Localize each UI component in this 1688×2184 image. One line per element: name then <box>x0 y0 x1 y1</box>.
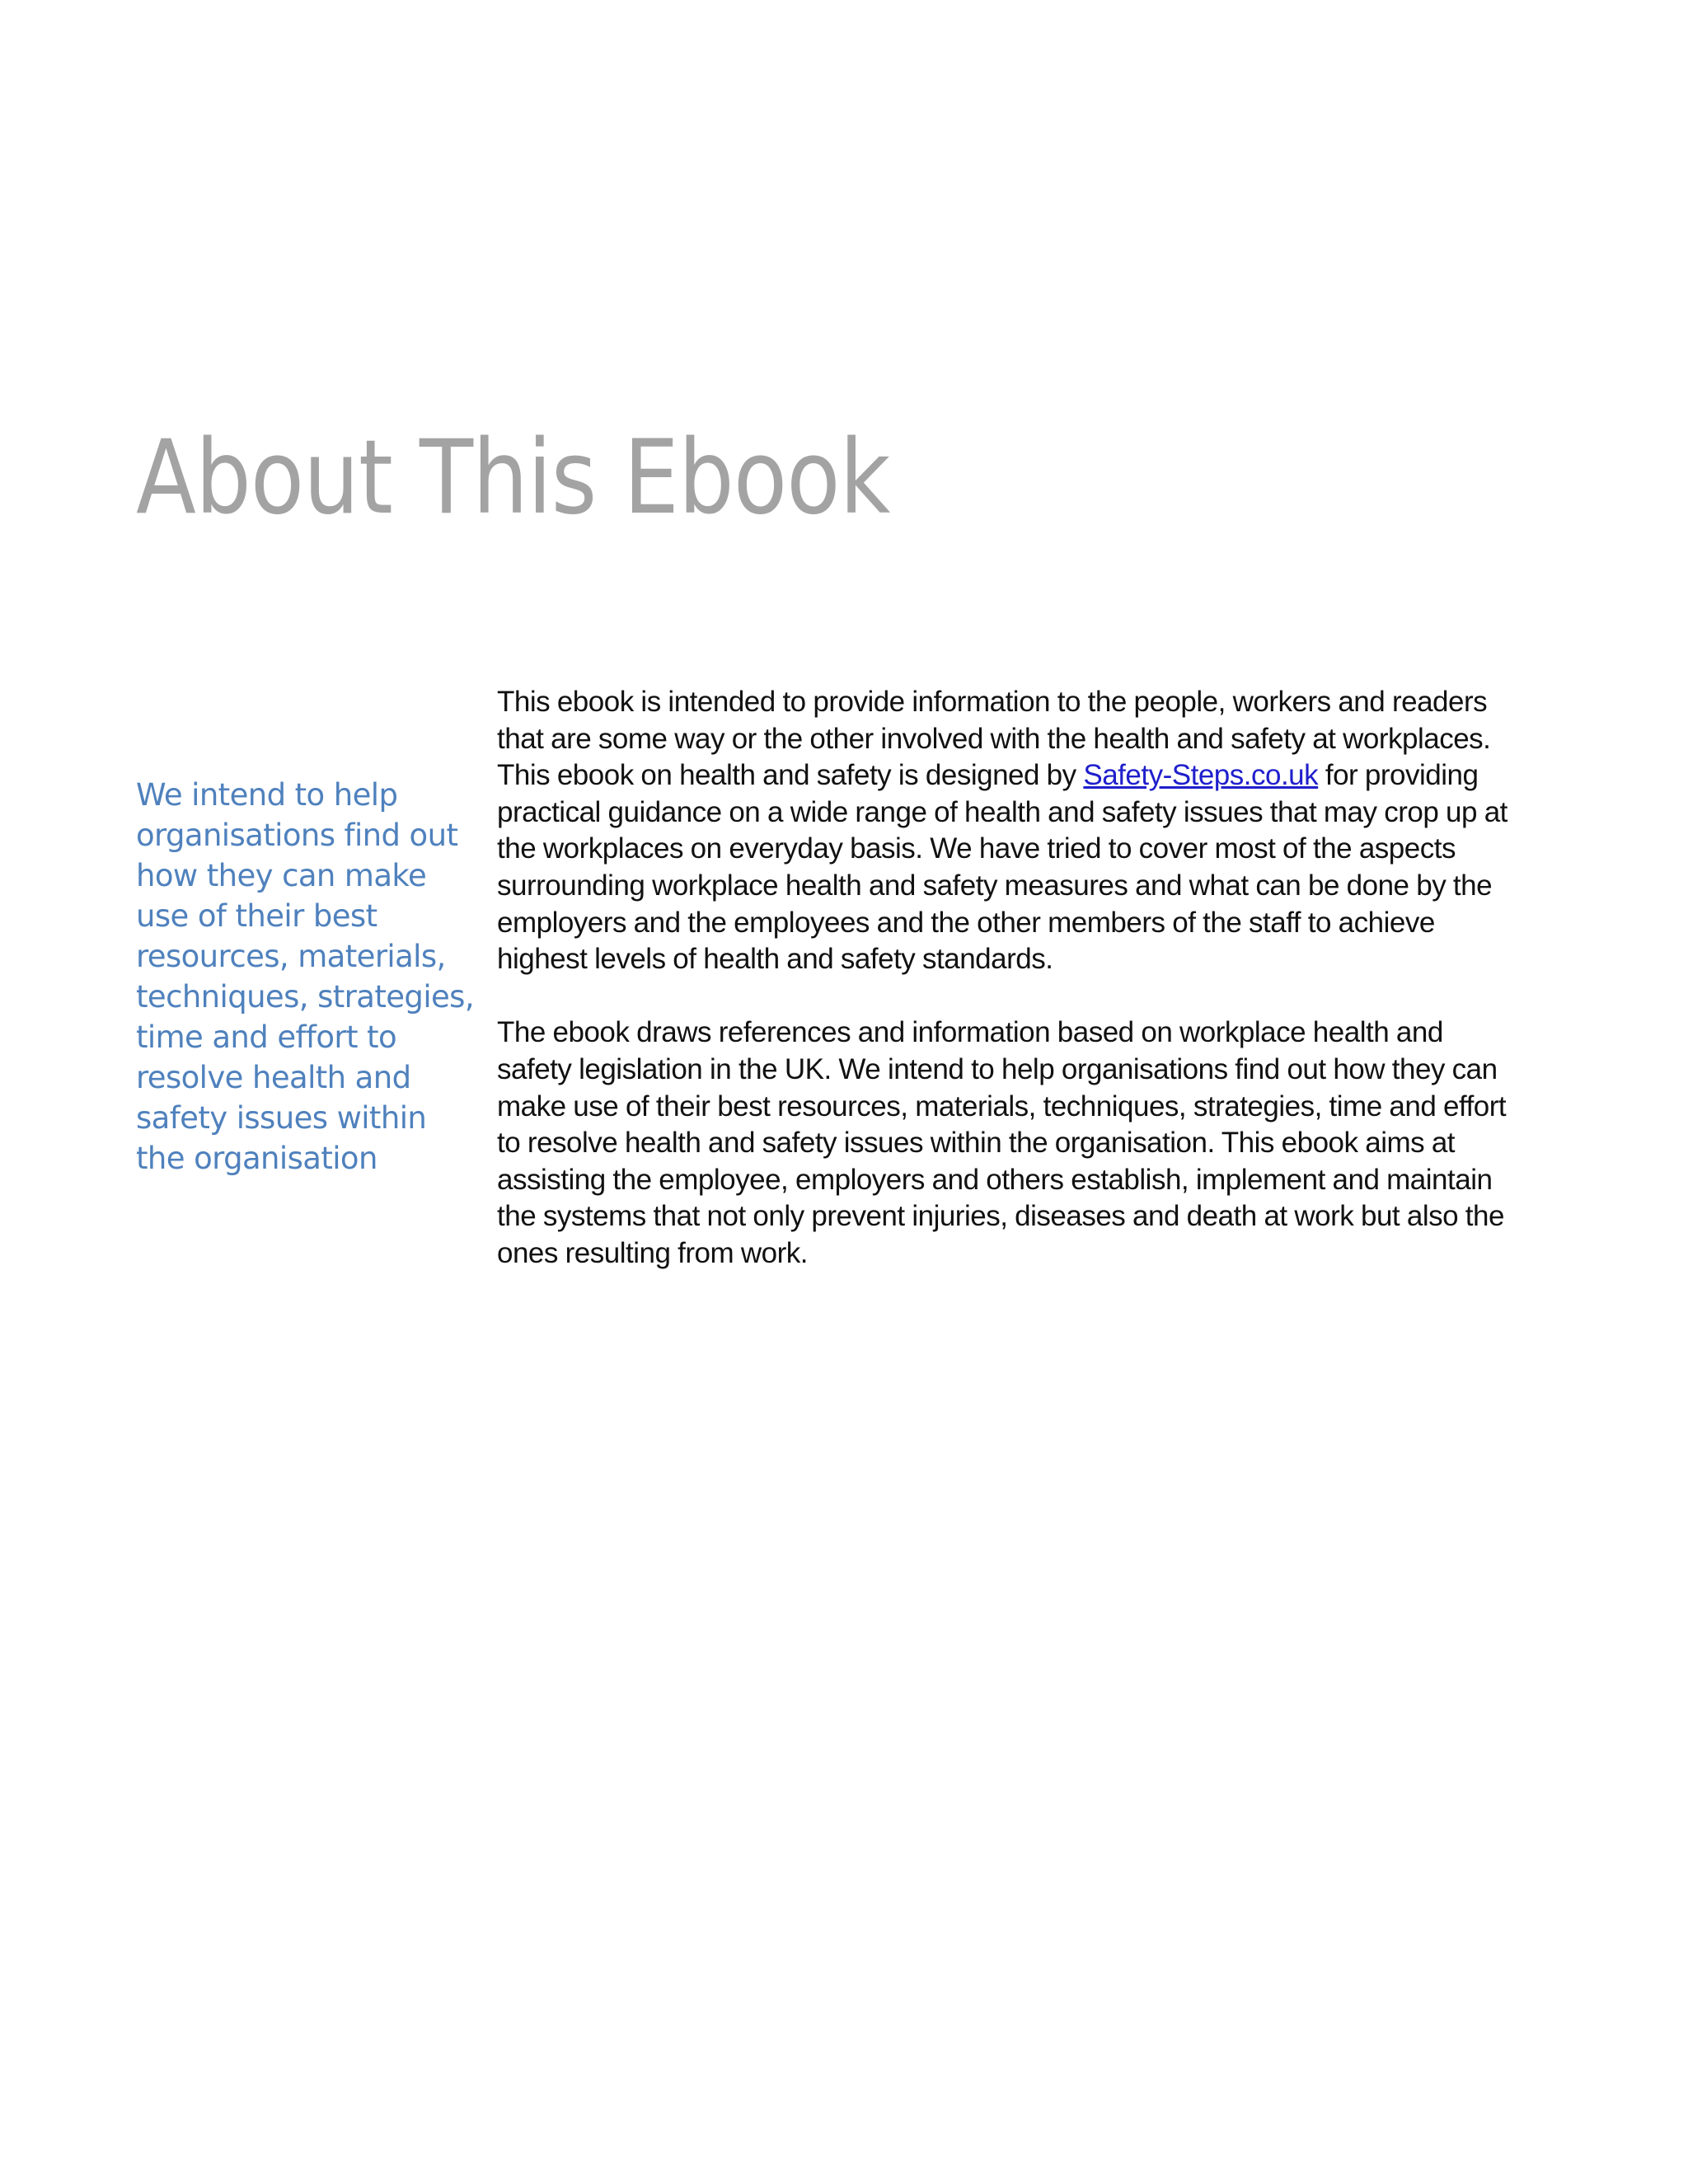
paragraph-intro-before-link: This ebook is intended to provide information to the people, workers and readers that are some way or the other involved with the health and safety at workplaces. This ebook on health and safety is designed by <box>497 686 1491 792</box>
body-text <box>497 684 1519 1272</box>
safety-steps-link[interactable]: Safety-Steps.co.uk <box>1083 759 1319 792</box>
paragraph-intro <box>497 684 1519 978</box>
paragraph-references: The ebook draws references and information based on workplace health and safety legislation in the UK. We intend to help organisations find out how they can make use of their best resources, materials, techniques, strategies, time and effort to resolve health and safety issues within the organisation. This ebook aims at assisting the employee, employers and others establish, implement and maintain the systems that not only prevent injuries, diseases and death at work but also the ones resulting from work. <box>497 1016 1507 1269</box>
pull-quote: We intend to help organisations find out how they can make use of their best resources, materials, techniques, strategies, time and effort to resolve health and safety issues within the organisation <box>136 777 475 1176</box>
page-title: About This Ebook <box>136 419 890 537</box>
paragraph-intro-after-link: for providing practical guidance on a wide range of health and safety issues that may crop up at the workplaces on everyday basis. We have tried to cover most of the aspects surrounding workplace health and safety measures and what can be done by the employers and the employees and the other members of the staff to achieve highest levels of health and safety standards. <box>497 759 1507 976</box>
